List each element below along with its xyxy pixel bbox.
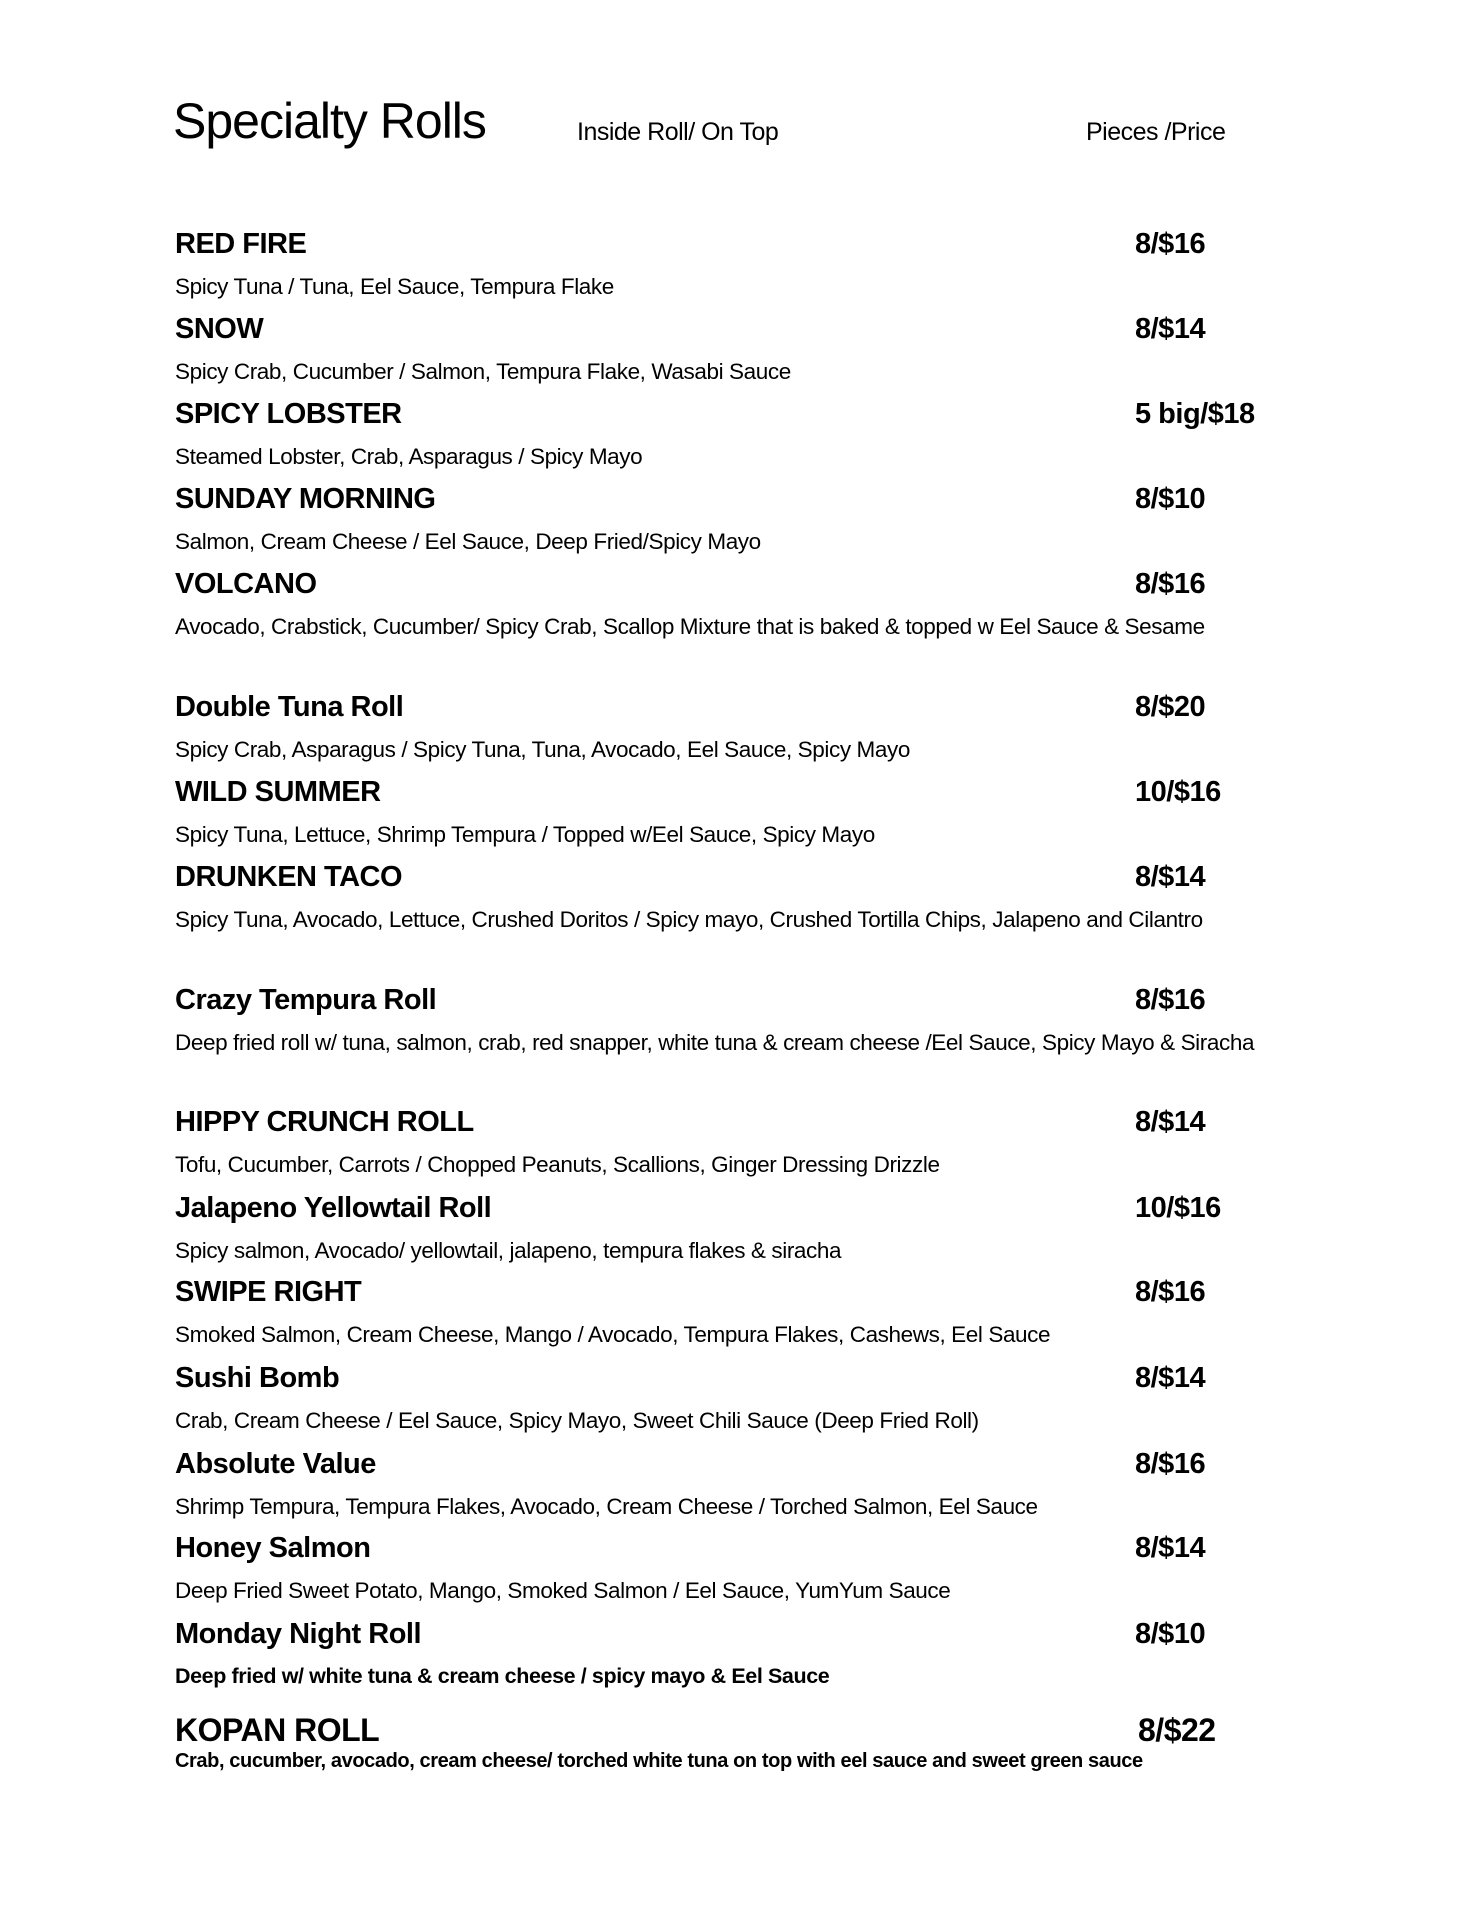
item-name: Monday Night Roll [175, 1618, 422, 1650]
item-price: 8/$14 [1135, 1532, 1206, 1564]
item-description: Tofu, Cucumber, Carrots / Chopped Peanuts, Scallions, Ginger Dressing Drizzle [175, 1152, 940, 1177]
item-description: Spicy Crab, Cucumber / Salmon, Tempura Flake, Wasabi Sauce [175, 359, 791, 384]
item-price: 8/$20 [1135, 691, 1206, 723]
item-name: DRUNKEN TACO [175, 861, 403, 893]
item-description: Crab, Cream Cheese / Eel Sauce, Spicy Mayo, Sweet Chili Sauce (Deep Fried Roll) [175, 1408, 979, 1433]
item-name: Jalapeno Yellowtail Roll [175, 1192, 492, 1224]
item-name: VOLCANO [175, 568, 317, 600]
item-name: SUNDAY MORNING [175, 483, 436, 515]
item-price: 8/$16 [1135, 568, 1206, 600]
item-price: 8/$16 [1135, 984, 1206, 1016]
item-price: 8/$14 [1135, 1362, 1206, 1394]
item-price: 10/$16 [1135, 776, 1221, 808]
item-description: Steamed Lobster, Crab, Asparagus / Spicy Mayo [175, 444, 643, 469]
column-header-inside-on-top: Inside Roll/ On Top [577, 118, 779, 146]
item-name: WILD SUMMER [175, 776, 381, 808]
item-description: Shrimp Tempura, Tempura Flakes, Avocado, Cream Cheese / Torched Salmon, Eel Sauce [175, 1494, 1038, 1519]
item-description: Deep fried w/ white tuna & cream cheese / spicy mayo & Eel Sauce [175, 1664, 830, 1688]
item-name: Absolute Value [175, 1448, 376, 1480]
item-description: Smoked Salmon, Cream Cheese, Mango / Avocado, Tempura Flakes, Cashews, Eel Sauce [175, 1322, 1051, 1347]
item-name: Crazy Tempura Roll [175, 984, 437, 1016]
item-price: 8/$10 [1135, 483, 1206, 515]
item-name: HIPPY CRUNCH ROLL [175, 1106, 474, 1138]
item-price: 8/$22 [1138, 1712, 1216, 1748]
item-description: Spicy Crab, Asparagus / Spicy Tuna, Tuna, Avocado, Eel Sauce, Spicy Mayo [175, 737, 910, 762]
item-name: SPICY LOBSTER [175, 398, 402, 430]
item-price: 8/$16 [1135, 1276, 1206, 1308]
item-price: 8/$16 [1135, 1448, 1206, 1480]
page-title: Specialty Rolls [173, 93, 486, 149]
item-description: Avocado, Crabstick, Cucumber/ Spicy Crab, Scallop Mixture that is baked & topped w Eel Sauce & Sesame [175, 614, 1205, 639]
item-description: Spicy Tuna / Tuna, Eel Sauce, Tempura Flake [175, 274, 614, 299]
item-price: 8/$16 [1135, 228, 1206, 260]
item-description: Deep fried roll w/ tuna, salmon, crab, red snapper, white tuna & cream cheese /Eel Sauce, Spicy Mayo & Siracha [175, 1030, 1255, 1055]
item-price: 8/$14 [1135, 313, 1206, 345]
item-price: 5 big/$18 [1135, 398, 1255, 430]
item-name: RED FIRE [175, 228, 307, 260]
column-header-pieces-price: Pieces /Price [1086, 118, 1226, 146]
item-price: 10/$16 [1135, 1192, 1221, 1224]
item-price: 8/$14 [1135, 861, 1206, 893]
item-description: Spicy Tuna, Avocado, Lettuce, Crushed Doritos / Spicy mayo, Crushed Tortilla Chips, Jalapeno and Cilantro [175, 907, 1203, 932]
item-description: Spicy salmon, Avocado/ yellowtail, jalapeno, tempura flakes & siracha [175, 1238, 842, 1263]
item-name: SWIPE RIGHT [175, 1276, 362, 1308]
item-description: Crab, cucumber, avocado, cream cheese/ torched white tuna on top with eel sauce and sweet green sauce [175, 1750, 1143, 1772]
item-description: Deep Fried Sweet Potato, Mango, Smoked Salmon / Eel Sauce, YumYum Sauce [175, 1578, 951, 1603]
item-price: 8/$14 [1135, 1106, 1206, 1138]
item-name: Sushi Bomb [175, 1362, 340, 1394]
item-name: Honey Salmon [175, 1532, 371, 1564]
item-price: 8/$10 [1135, 1618, 1206, 1650]
item-name: KOPAN ROLL [175, 1712, 380, 1748]
item-description: Salmon, Cream Cheese / Eel Sauce, Deep Fried/Spicy Mayo [175, 529, 761, 554]
item-name: SNOW [175, 313, 264, 345]
item-name: Double Tuna Roll [175, 691, 404, 723]
item-description: Spicy Tuna, Lettuce, Shrimp Tempura / Topped w/Eel Sauce, Spicy Mayo [175, 822, 875, 847]
